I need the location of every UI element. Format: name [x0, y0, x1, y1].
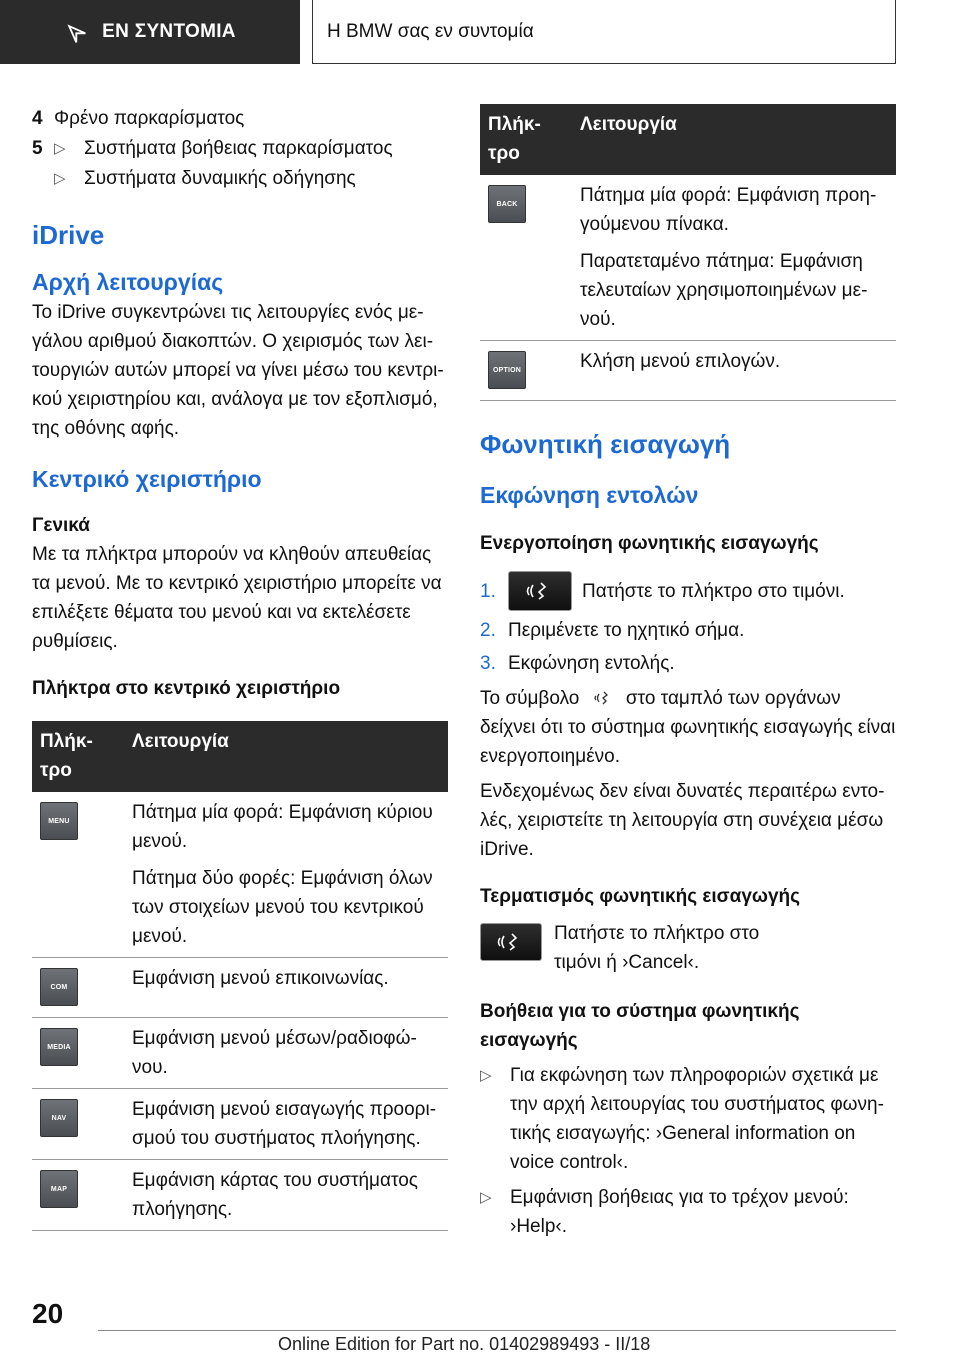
step-text: Εκφώνηση εντολής. — [508, 653, 675, 674]
voice-button-icon — [480, 923, 542, 961]
heading-keys: Πλήκτρα στο κεντρικό χειριστήριο — [32, 678, 341, 699]
step-text: Πατήστε το πλήκτρο στο τιμόνι. — [582, 580, 845, 602]
heading-commands: Εκφώνηση εντολών — [480, 482, 699, 508]
paragraph-symbol — [480, 684, 896, 771]
table-row — [32, 958, 448, 1018]
item-text: Συστήματα δυναμικής οδήγησης — [84, 168, 356, 189]
steps-list — [480, 568, 896, 680]
symbol-text-after: στο ταμπλό των οργάνων δείχνει ότι το σύστημα φωνητικής εισαγωγής είναι ενεργοποιημένο. — [480, 688, 896, 767]
breadcrumb — [312, 0, 896, 64]
terminate-text: Πατήστε το πλήκτρο στο τιμόνι ή ›Cancel‹. — [554, 923, 760, 973]
triangle-bullet-icon — [54, 164, 84, 193]
step-item — [480, 614, 896, 647]
option-key-icon: OPTION — [488, 351, 526, 389]
column-header-function: Λειτουργία — [124, 721, 448, 792]
heading-voice-input: Φωνητική εισαγωγή — [480, 429, 731, 459]
list-item — [480, 1183, 896, 1241]
heading-activate: Ενεργοποίηση φωνητικής εισαγωγής — [480, 533, 819, 554]
cell-text: Εμφάνιση κάρτας του συστήματος πλοήγησης. — [132, 1170, 418, 1220]
heading-help: Βοήθεια για το σύστημα φωνητικής εισαγωγής — [480, 1001, 800, 1051]
cell-text: Κλήση μενού επιλογών. — [580, 351, 781, 372]
paragraph-possibly: Ενδεχομένως δεν είναι δυνατές περαιτέρω εντολές, χειριστείτε τη λειτουργία στη συνέχεια μέσω iDrive. — [480, 781, 885, 860]
list-item — [32, 134, 448, 164]
cell-text: Πάτημα μία φορά: Εμφάνιση κύριου μενού. — [132, 802, 433, 852]
map-key-icon: MAP — [40, 1170, 78, 1208]
step-item — [480, 568, 896, 614]
table-row — [32, 792, 448, 958]
step-number: 2. — [480, 620, 496, 641]
cell-text: Πάτημα μία φορά: Εμφάνιση προηγούμενου πίνακα. — [580, 185, 877, 235]
step-item — [480, 647, 896, 680]
footer-divider — [98, 1330, 896, 1331]
left-column — [32, 104, 448, 1231]
table-header — [480, 104, 896, 175]
back-key-icon: BACK — [488, 185, 526, 223]
item-text: Φρένο παρκαρίσματος — [54, 108, 245, 129]
paragraph-principle: Το iDrive συγκεντρώνει τις λειτουργίες ενός μεγάλου αριθμού διακοπτών. Ο χειρισμός των λειτουργιών αυτών μπορεί να γίνει μέσω του κεντρικού χειριστηρίου και, ανάλογα με τον εξοπλισμό, της οθόνης αφής. — [32, 302, 444, 439]
breadcrumb-text: Η BMW σας εν συντομία — [327, 20, 534, 42]
quick-start-icon — [64, 21, 86, 43]
list-item — [480, 1061, 896, 1177]
cell-text: Εμφάνιση μενού εισαγωγής προορισμού του συστήματος πλοήγησης. — [132, 1099, 437, 1149]
table-row — [480, 341, 896, 401]
paragraph-general: Με τα πλήκτρα μπορούν να κληθούν απευθείας τα μενού. Με το κεντρικό χειριστήριο μπορείτε να επιλέξετε θέματα του μενού και να εκτελέσετε ρυθμίσεις. — [32, 544, 442, 652]
list-item — [32, 164, 448, 194]
bullet-text: Εμφάνιση βοήθειας για το τρέχον μενού: ›Help‹. — [510, 1187, 849, 1237]
section-tab-label: ΕΝ ΣΥΝΤΟΜΙΑ — [102, 21, 236, 42]
list-item — [32, 104, 448, 134]
section-tab[interactable] — [0, 0, 300, 64]
item-number: 5 — [32, 138, 43, 159]
table-row — [32, 1089, 448, 1160]
terminate-row — [480, 919, 896, 977]
heading-controller: Κεντρικό χειριστήριο — [32, 466, 262, 492]
voice-button-icon — [508, 571, 572, 611]
item-text: Συστήματα βοήθειας παρκαρίσματος — [84, 138, 393, 159]
column-header-key: Πλήκτρο — [32, 721, 124, 792]
column-header-function: Λειτουργία — [572, 104, 896, 175]
cell-text: Εμφάνιση μενού μέσων/ραδιοφώνου. — [132, 1028, 417, 1078]
heading-general: Γενικά — [32, 515, 90, 536]
right-column — [480, 104, 896, 1241]
triangle-bullet-icon — [54, 134, 84, 163]
media-key-icon: MEDIA — [40, 1028, 78, 1066]
item-number: 4 — [32, 108, 43, 129]
symbol-text-before: Το σύμβολο — [480, 688, 580, 709]
keys-table — [32, 721, 448, 1231]
triangle-bullet-icon — [480, 1061, 510, 1177]
triangle-bullet-icon — [480, 1183, 510, 1241]
step-text: Περιμένετε το ηχητικό σήμα. — [508, 620, 745, 641]
table-row — [32, 1160, 448, 1231]
footer-text: Online Edition for Part no. 01402989493 - II/18 — [278, 1334, 651, 1354]
cell-text: Παρατεταμένο πάτημα: Εμφάνιση τελευταίων χρησιμοποιημένων μενού. — [580, 251, 868, 330]
column-header-key: Πλήκτρο — [480, 104, 572, 175]
menu-key-icon: MENU — [40, 802, 78, 840]
table-header — [32, 721, 448, 792]
cell-text: Πάτημα δύο φορές: Εμφάνιση όλων των στοιχείων μενού του κεντρικού μενού. — [132, 868, 433, 947]
voice-symbol-icon — [593, 689, 613, 707]
table-row — [480, 175, 896, 341]
nav-key-icon: NAV — [40, 1099, 78, 1137]
help-list — [480, 1061, 896, 1241]
com-key-icon: COM — [40, 968, 78, 1006]
cell-text: Εμφάνιση μενού επικοινωνίας. — [132, 968, 389, 989]
heading-terminate: Τερματισμός φωνητικής εισαγωγής — [480, 886, 800, 907]
bullet-text: Για εκφώνηση των πληροφοριών σχετικά με την αρχή λειτουργίας του συστήματος φωνητικής εισαγωγής: ›General information on voice control‹. — [510, 1065, 884, 1173]
step-number: 1. — [480, 580, 496, 602]
page-number: 20 — [32, 1298, 64, 1329]
step-number: 3. — [480, 653, 496, 674]
heading-principle: Αρχή λειτουργίας — [32, 269, 224, 295]
heading-idrive: iDrive — [32, 220, 105, 250]
table-row — [32, 1018, 448, 1089]
keys-table-continued — [480, 104, 896, 401]
